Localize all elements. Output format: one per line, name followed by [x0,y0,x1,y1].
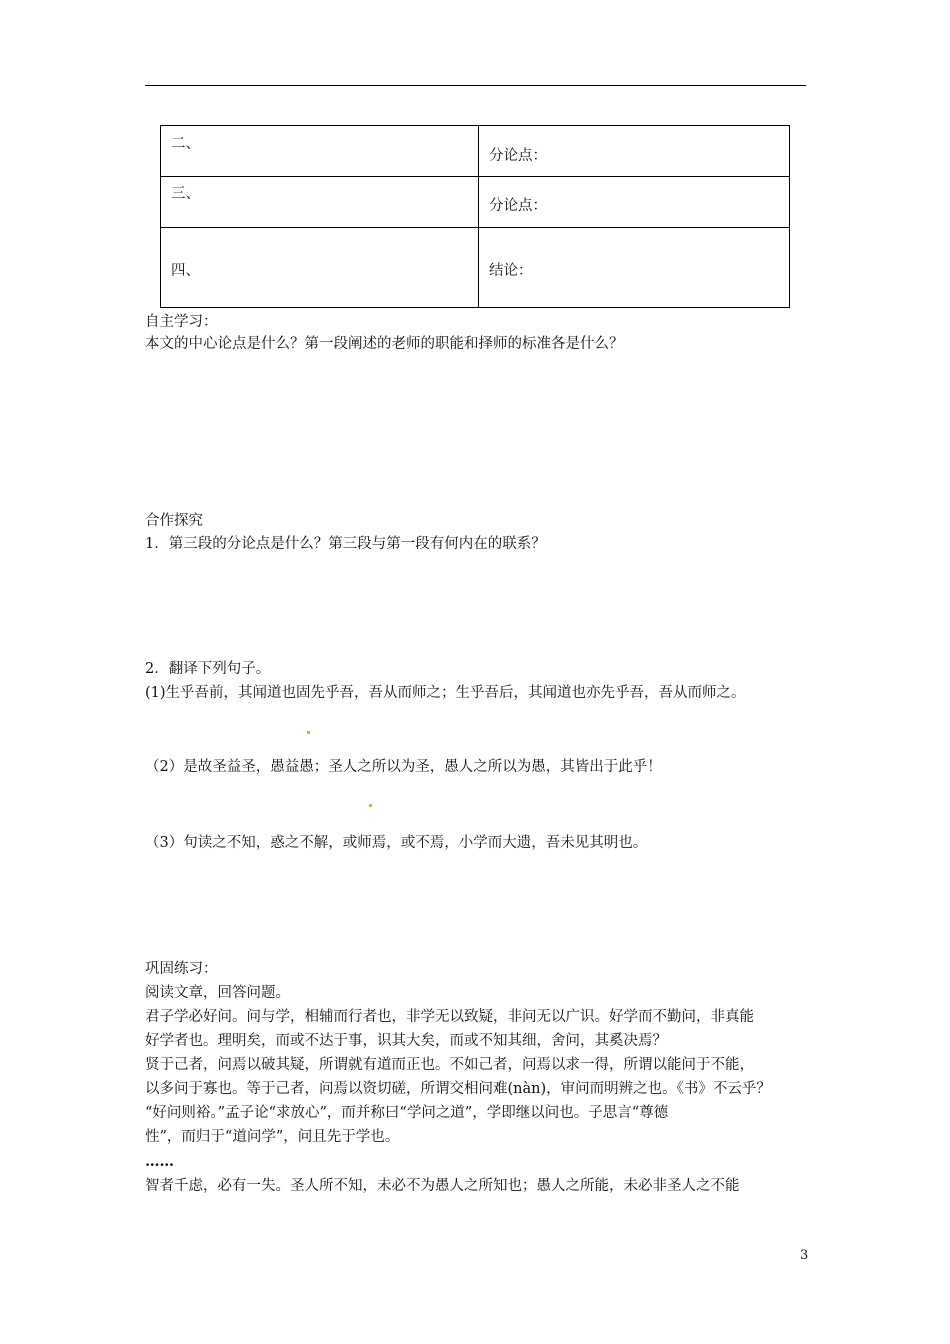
section-heading: 巩固练习： [145,961,218,977]
decorative-dot [369,804,372,807]
table-cell [479,228,790,308]
outline-table [160,125,790,308]
ellipsis-line: …… [145,1153,174,1170]
passage-line: 贤于己者，问焉以破其疑，所谓就有道而正也。不如己者，问焉以求一得，所谓以能问于不能， [145,1057,754,1073]
table-cell [161,126,479,177]
row-label: 三、 [171,186,200,202]
passage-line: “好问则裕。”孟子论“求放心”，而并称曰“学问之道”，学即继以问也。子思言“尊德 [145,1105,669,1121]
sentence-text: （3）句读之不知，惑之不解，或师焉，或不焉，小学而大遗，吾未见其明也。 [145,835,648,851]
passage-line: 以多问于寡也。等于己者，问焉以资切磋，所谓交相问难(nàn)，审问而明辨之也。《书》不云乎？ [145,1081,771,1097]
section-heading: 自主学习： [145,314,218,330]
table-row [161,177,790,228]
passage-line: 性”，而归于“道问学”，问且先于学也。 [145,1129,400,1145]
table-cell [479,126,790,177]
passage-line: 好学者也。理明矣，而或不达于事，识其大矣，而或不知其细，舍问，其奚决焉？ [145,1033,667,1049]
instruction-text: 阅读文章，回答问题。 [145,985,290,1001]
passage-line: 君子学必好问。问与学，相辅而行者也，非学无以致疑，非问无以广识。好学而不勤问，非真能 [145,1009,754,1025]
page-number: 3 [800,1248,809,1263]
section-heading: 合作探究 [145,513,203,529]
sub-argument-label: 分论点： [489,198,547,214]
sentence-text: (1)生乎吾前，其闻道也固先乎吾，吾从而师之；生乎吾后，其闻道也亦先乎吾，吾从而师之。 [145,685,746,701]
table-cell [161,177,479,228]
table-row [161,228,790,308]
table-cell [161,228,479,308]
question-text: 1．第三段的分论点是什么？第三段与第一段有何内在的联系？ [145,536,546,552]
sentence-text: （2）是故圣益圣，愚益愚；圣人之所以为圣，愚人之所以为愚，其皆出于此乎！ [145,759,662,775]
row-label: 四、 [171,263,200,279]
sub-argument-label: 分论点： [489,148,547,164]
passage-line: 智者千虑，必有一失。圣人所不知，未必不为愚人之所知也；愚人之所能，未必非圣人之不能 [145,1178,740,1194]
question-text: 本文的中心论点是什么？第一段阐述的老师的职能和择师的标准各是什么？ [145,336,624,352]
table-row [161,126,790,177]
conclusion-label: 结论： [489,263,533,279]
table-cell [479,177,790,228]
question-text: 2．翻译下列句子。 [145,661,271,677]
decorative-dot [307,731,310,734]
row-label: 二、 [171,136,200,152]
header-rule [145,85,806,86]
